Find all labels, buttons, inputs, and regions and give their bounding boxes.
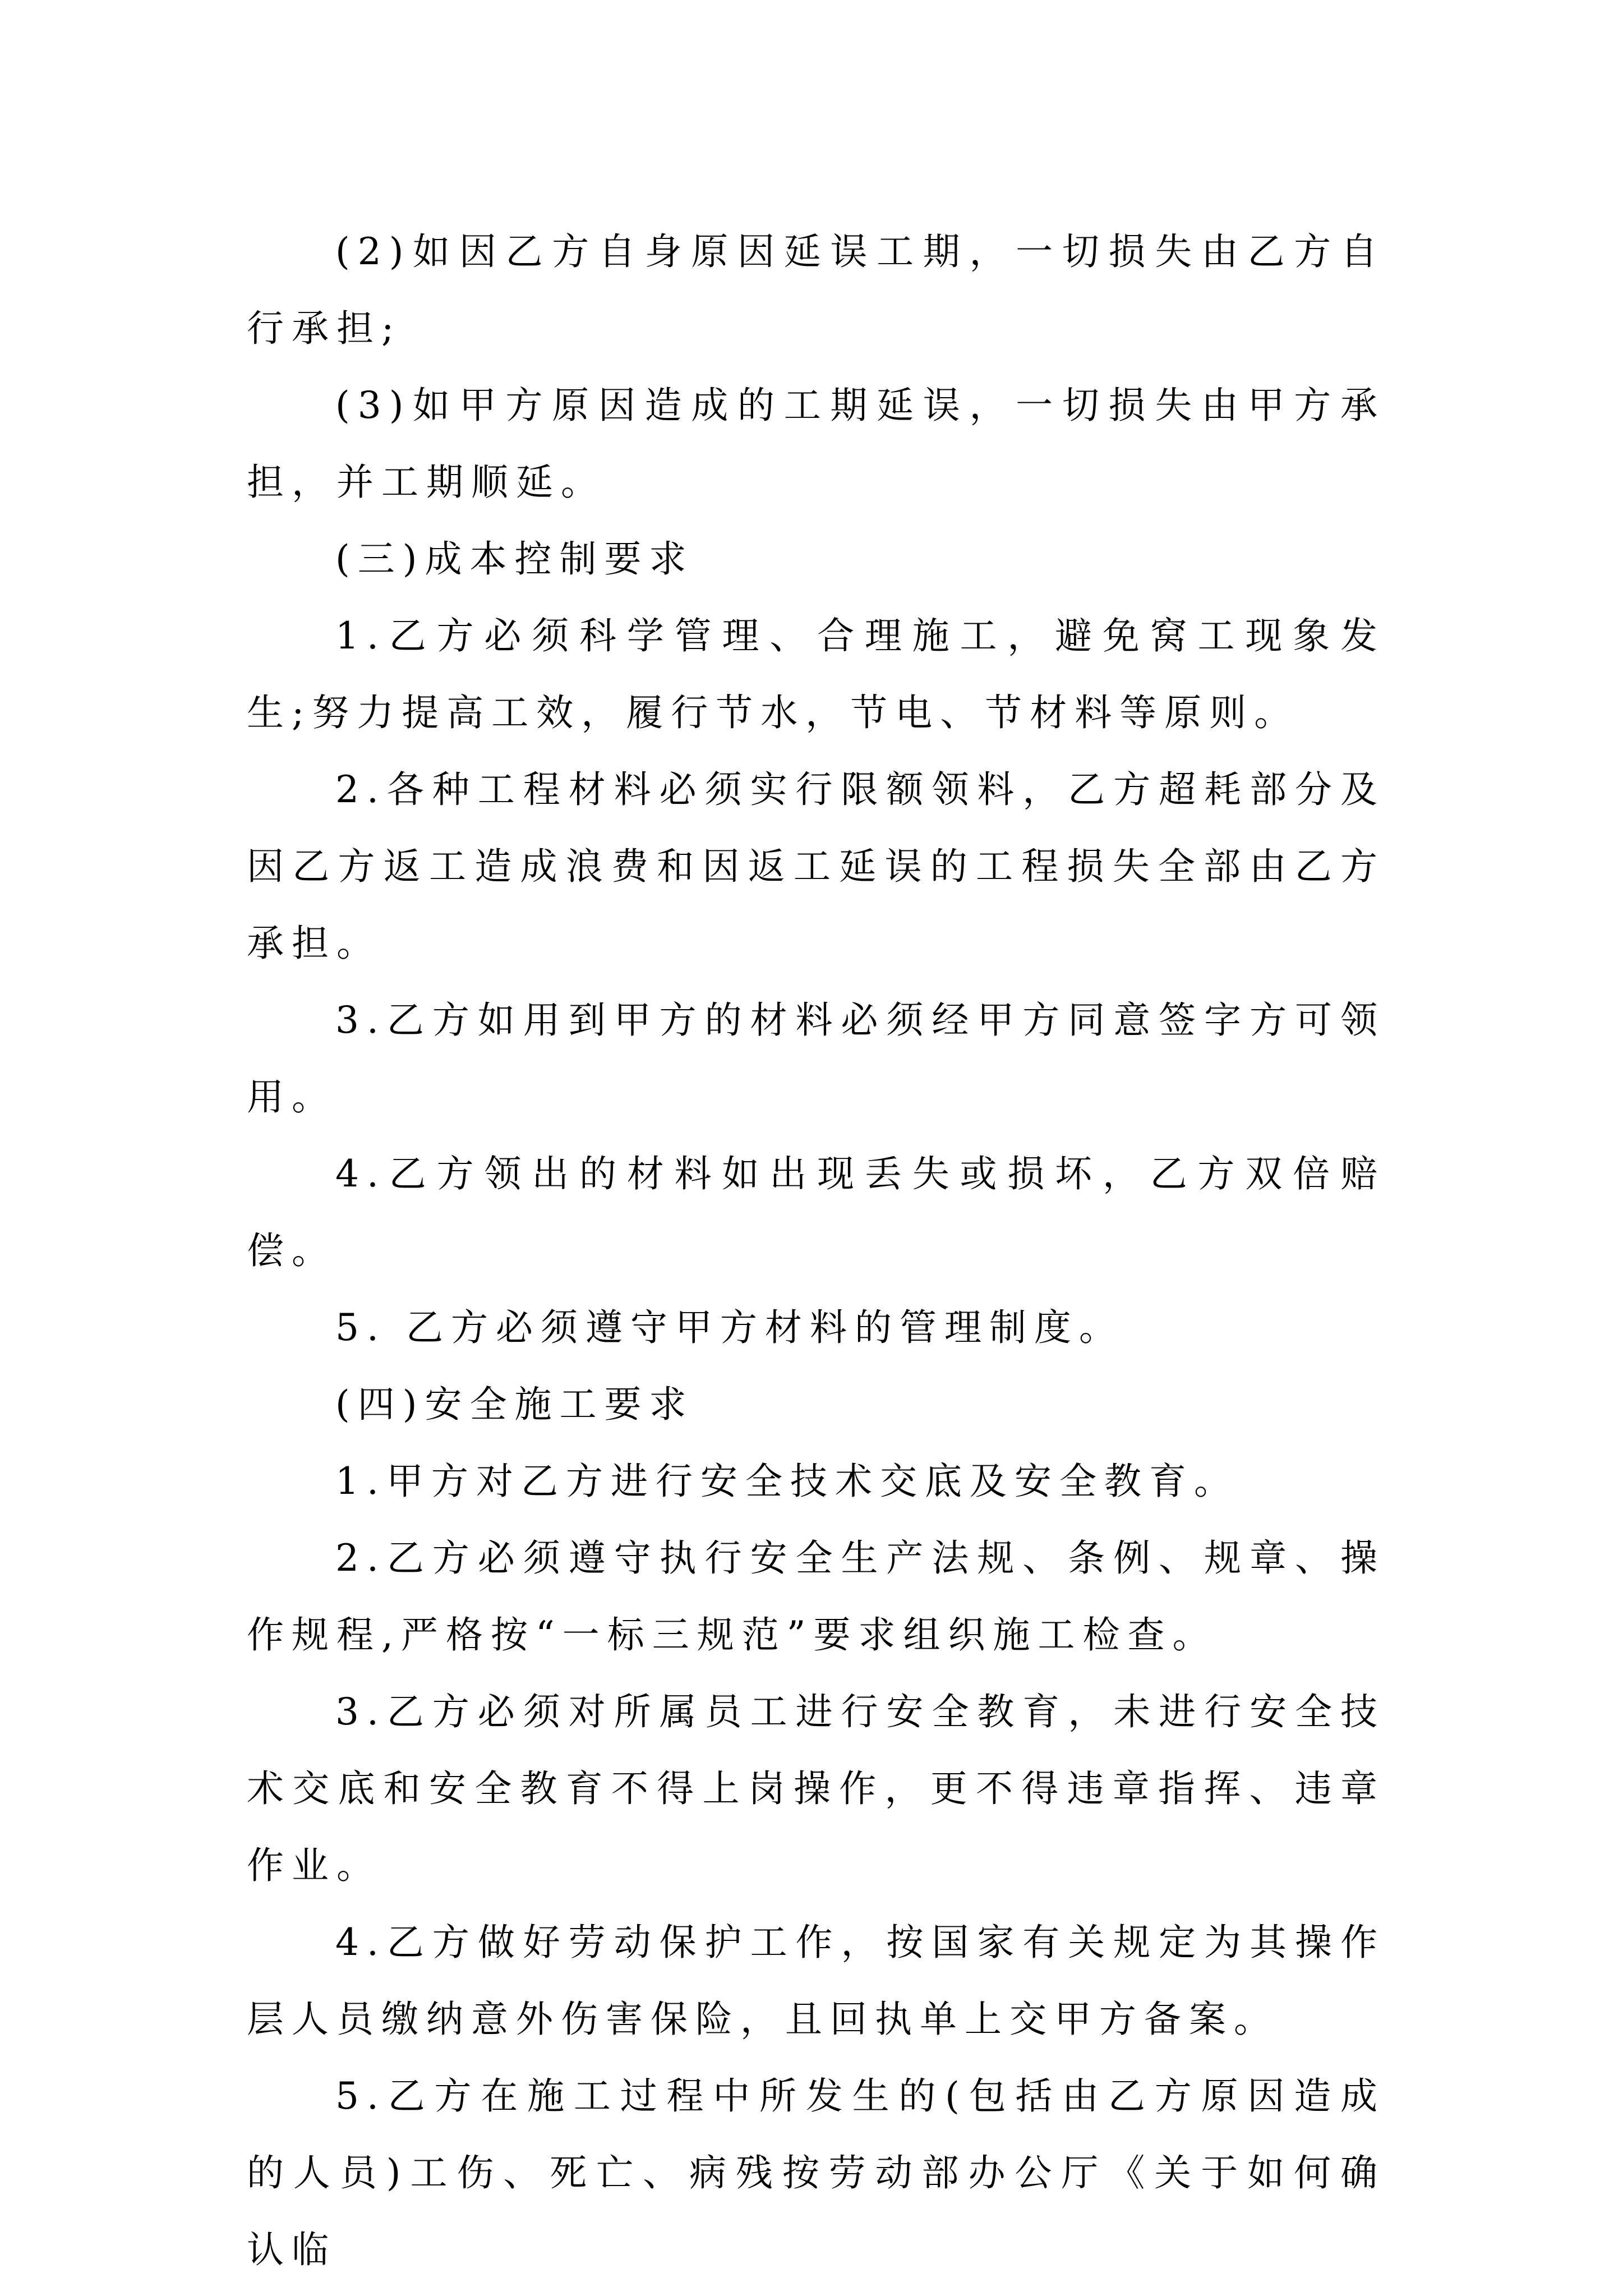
paragraph-cost-4: 4.乙方领出的材料如出现丢失或损坏，乙方双倍赔偿。 xyxy=(247,1152,1385,1272)
document-body xyxy=(247,213,1385,2288)
paragraph-safety-4: 4.乙方做好劳动保护工作，按国家有关规定为其操作层人员缴纳意外伤害保险，且回执单上交甲方备案。 xyxy=(247,1921,1385,2041)
paragraph-cost-1: 1.乙方必须科学管理、合理施工，避免窝工现象发生;努力提高工效，履行节水，节电、节材料等原则。 xyxy=(247,614,1385,734)
paragraph-safety-3: 3.乙方必须对所属员工进行安全教育，未进行安全技术交底和安全教育不得上岗操作，更不得违章指挥、违章作业。 xyxy=(247,1690,1385,1887)
section-heading-cost-control: (三)成本控制要求 xyxy=(335,537,694,581)
paragraph-cost-5: 5. 乙方必须遵守甲方材料的管理制度。 xyxy=(335,1306,1124,1349)
paragraph-safety-1: 1.甲方对乙方进行安全技术交底及安全教育。 xyxy=(335,1460,1239,1503)
paragraph-safety-2: 2.乙方必须遵守执行安全生产法规、条例、规章、操作规程,严格按“一标三规范”要求组织施工检查。 xyxy=(247,1536,1385,1657)
section-heading-safety: (四)安全施工要求 xyxy=(335,1383,694,1426)
paragraph-delay-self: (2)如因乙方自身原因延误工期，一切损失由乙方自行承担; xyxy=(247,230,1385,350)
paragraph-delay-party-a: (3)如甲方原因造成的工期延误，一切损失由甲方承担，并工期顺延。 xyxy=(247,384,1385,504)
paragraph-cost-3: 3.乙方如用到甲方的材料必须经甲方同意签字方可领用。 xyxy=(247,999,1385,1119)
paragraph-safety-5: 5.乙方在施工过程中所发生的(包括由乙方原因造成的人员)工伤、死亡、病残按劳动部办公厅《关于如何确认临 xyxy=(247,2074,1385,2271)
paragraph-cost-2: 2.各种工程材料必须实行限额领料，乙方超耗部分及因乙方返工造成浪费和因返工延误的工程损失全部由乙方承担。 xyxy=(247,768,1385,965)
